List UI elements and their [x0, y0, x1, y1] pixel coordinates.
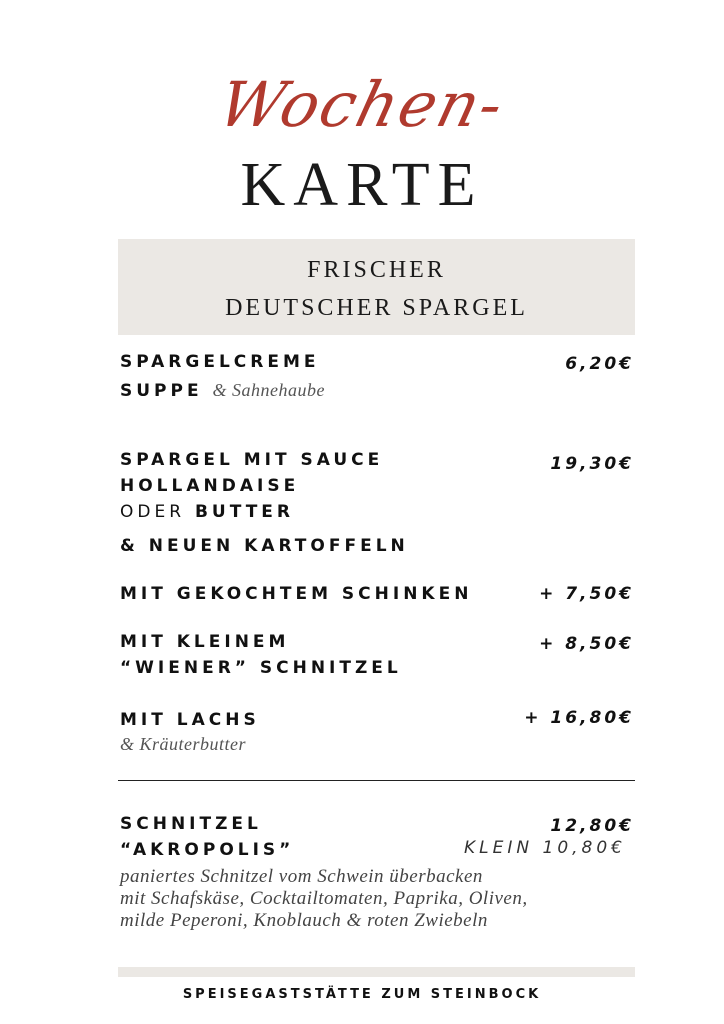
special-description-line1: paniertes Schnitzel vom Schwein überbacken [120, 866, 483, 887]
menu-item-name: MIT LACHS [120, 710, 260, 730]
menu-item-price: + 16,80€ [524, 708, 634, 728]
menu-item-price: + 8,50€ [539, 634, 634, 654]
banner-line-2: DEUTSCHER SPARGEL [225, 295, 528, 321]
menu-item-oder: ODER [120, 502, 186, 522]
menu-item-name-line4: & NEUEN KARTOFFELN [120, 536, 409, 556]
footer-bar [118, 967, 635, 977]
menu-item-name: SPARGELCREME [120, 352, 320, 372]
special-description-line2: mit Schafskäse, Cocktailtomaten, Paprika, Oliven, [120, 888, 528, 909]
page-title: KARTE [240, 151, 484, 219]
special-small-price: KLEIN 10,80€ [464, 838, 626, 858]
menu-item-name: MIT GEKOCHTEM SCHINKEN [120, 584, 473, 604]
menu-item-name: MIT KLEINEM [120, 632, 290, 652]
menu-item-name-line2: “WIENER” SCHNITZEL [120, 658, 402, 678]
menu-item-butter: BUTTER [194, 502, 295, 522]
script-title: Wochen- [211, 68, 513, 141]
special-price: 12,80€ [550, 816, 634, 836]
menu-item-name: SPARGEL MIT SAUCE [120, 450, 384, 470]
special-name-line2: “AKROPOLIS” [120, 840, 295, 860]
footer-restaurant-name: SPEISEGASTSTÄTTE ZUM STEINBOCK [182, 987, 542, 1002]
menu-item-name-line3 [120, 502, 294, 522]
menu-item-price: 19,30€ [550, 454, 634, 474]
special-name: SCHNITZEL [120, 814, 262, 834]
menu-item-note: & Kräuterbutter [120, 734, 247, 754]
section-banner [118, 239, 635, 335]
menu-item-name-word: SUPPE [120, 381, 203, 401]
banner-line-1: FRISCHER [307, 257, 446, 283]
menu-item-note: & Sahnehaube [212, 380, 325, 400]
menu-item-price: 6,20€ [565, 354, 634, 374]
menu-item-price: + 7,50€ [539, 584, 634, 604]
menu-item-name-line2: HOLLANDAISE [120, 476, 300, 496]
divider [118, 780, 635, 781]
menu-item-name-line2 [120, 380, 325, 401]
special-description-line3: milde Peperoni, Knoblauch & roten Zwiebeln [120, 910, 488, 931]
